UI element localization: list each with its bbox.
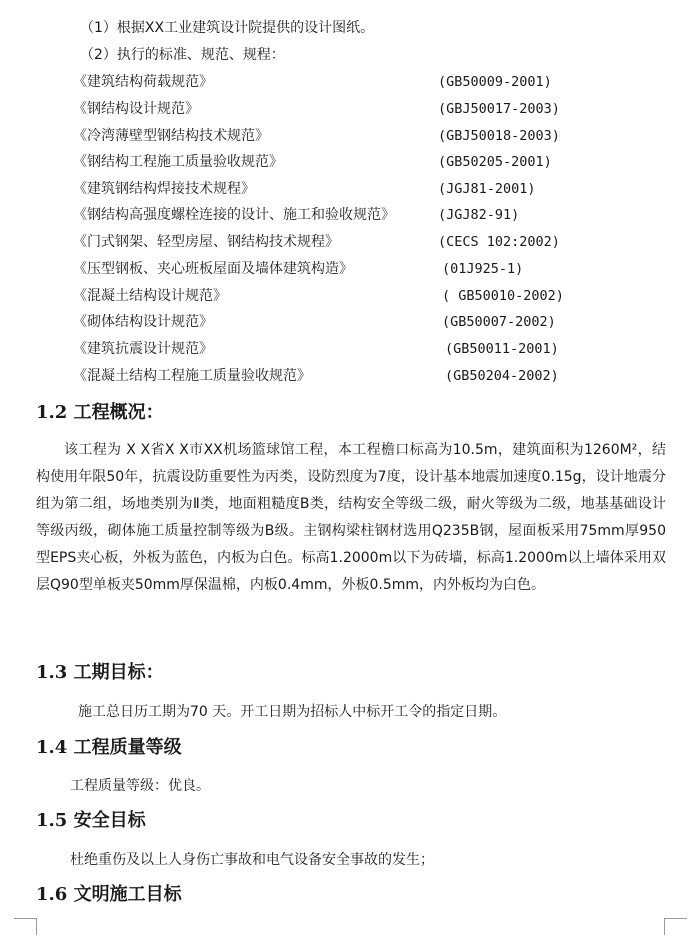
standard-code: (JGJ82-91) — [438, 207, 520, 223]
intro-item-2: （2）执行的标准、规范、规程： — [80, 47, 285, 63]
section-body-1-3: 施工总日历工期为70 天。开工日期为招标人中标开工令的指定日期。 — [78, 704, 507, 720]
standard-code: (GB50205-2001) — [438, 154, 552, 170]
standard-name: 《混凝土结构工程施工质量验收规范》 — [73, 368, 311, 384]
standard-code: (CECS 102:2002) — [438, 234, 560, 250]
standard-code: (GB50011-2001) — [445, 341, 559, 357]
standard-name: 《建筑抗震设计规范》 — [73, 341, 213, 357]
standard-name: 《建筑结构荷载规范》 — [73, 74, 213, 90]
standard-name: 《建筑钢结构焊接技术规程》 — [73, 181, 255, 197]
standard-code: (GBJ50017-2003) — [438, 101, 560, 117]
intro-item-1: （1）根据XX工业建筑设计院提供的设计图纸。 — [80, 20, 375, 36]
section-heading-1-3: 1.3 工期目标： — [36, 662, 164, 683]
section-heading-1-6: 1.6 文明施工目标 — [36, 884, 182, 905]
standard-code: (GB50204-2002) — [445, 368, 559, 384]
section-body-1-5: 杜绝重伤及以上人身伤亡事故和电气设备安全事故的发生； — [70, 852, 434, 868]
standard-name: 《钢结构设计规范》 — [73, 101, 199, 117]
section-body-1-4: 工程质量等级：优良。 — [70, 778, 210, 794]
standard-code: (GBJ50018-2003) — [438, 128, 560, 144]
standard-name: 《钢结构工程施工质量验收规范》 — [73, 154, 283, 170]
section-body-1-2 — [36, 437, 666, 599]
standard-code: (JGJ81-2001) — [438, 181, 536, 197]
page-corner-mark — [664, 918, 687, 935]
standard-name: 《压型钢板、夹心班板屋面及墙体建筑构造》 — [73, 261, 353, 277]
standard-code: (GB50007-2002) — [442, 314, 556, 330]
standard-code: ( GB50010-2002) — [442, 288, 564, 304]
section-heading-1-2: 1.2 工程概况： — [36, 402, 164, 423]
standard-name: 《钢结构高强度螺栓连接的设计、施工和验收规范》 — [73, 207, 395, 223]
standard-name: 《门式钢架、轻型房屋、钢结构技术规程》 — [73, 234, 339, 250]
paragraph: 该工程为 X X省X X市XX机场篮球馆工程，本工程檐口标高为10.5m，建筑面积为1260M²，结构使用年限50年，抗震设防重要性为丙类，设防烈度为7度，设计基本地震加速度0.15g，设计地震分组为第二组，场地类别为Ⅱ类，地面粗糙度B类，结构安全等级二级，耐火等级为二级，地基基础设计等级丙级，砌体施工质量控制等级为B级。主钢构梁柱钢材选用Q235B钢，屋面板采用75mm厚950型EPS夹心板，外板为蓝色，内板为白色。标高1.2000m以下为砖墙，标高1.2000m以上墙体采用双层Q90型单板夹50mm厚保温棉，内板0.4mm，外板0.5mm，内外板均为白色。 — [36, 442, 666, 593]
standard-name: 《混凝土结构设计规范》 — [73, 288, 227, 304]
page-corner-mark — [14, 918, 37, 935]
section-heading-1-4: 1.4 工程质量等级 — [36, 737, 182, 758]
standard-code: (GB50009-2001) — [438, 74, 552, 90]
standard-name: 《冷湾薄壁型钢结构技术规范》 — [73, 128, 269, 144]
standard-name: 《砌体结构设计规范》 — [73, 314, 213, 330]
section-heading-1-5: 1.5 安全目标 — [36, 810, 146, 831]
standard-code: (01J925-1) — [442, 261, 524, 277]
